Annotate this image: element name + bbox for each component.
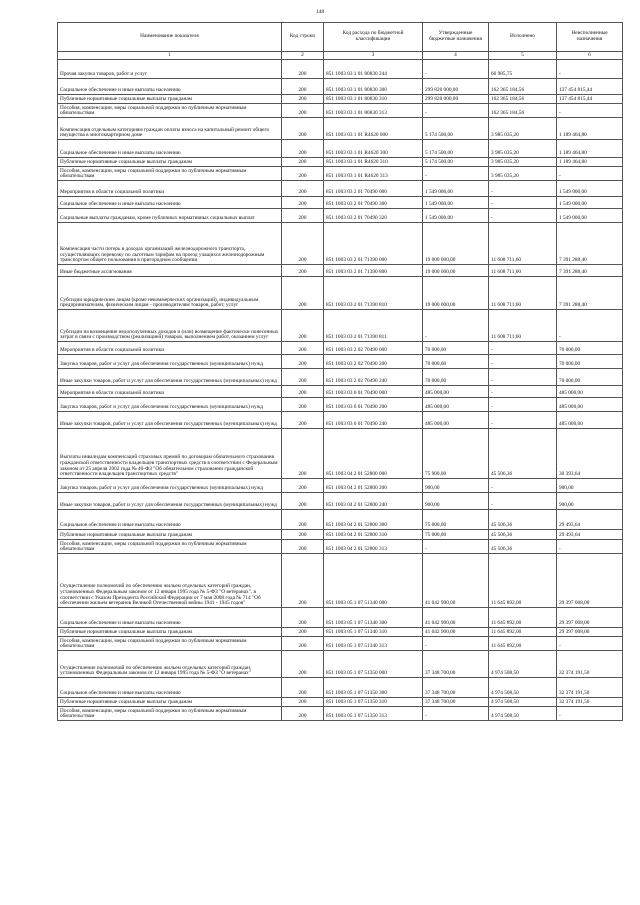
table-row bbox=[58, 493, 623, 510]
indicator-name-cell: Пособия, компенсации, меры социальной поддержки по публичным нормативным обязательствам bbox=[58, 707, 282, 721]
indicator-name-cell: Иные закупки товаров, работ и услуг для обеспечения государственных (муниципальных) нужд bbox=[58, 369, 282, 386]
classification-code-cell: 851 1003 03 1 01 R4620 000 bbox=[324, 118, 423, 140]
classification-code-cell: 851 1003 05 1 07 51350 300 bbox=[324, 678, 423, 698]
classification-code-cell: 851 1003 05 1 07 51350 310 bbox=[324, 698, 423, 707]
indicator-name-cell: Пособия, компенсации, меры социальной поддержки по публичным нормативным обязательствам bbox=[58, 167, 282, 181]
line-code-cell: 200 bbox=[282, 412, 324, 429]
classification-code-cell: 851 1003 03 1 01 80830 300 bbox=[324, 79, 423, 95]
table-row bbox=[58, 628, 623, 637]
table-row bbox=[58, 223, 623, 265]
indicator-name-cell: Иные закупки товаров, работ и услуг для обеспечения государственных (муниципальных) нужд bbox=[58, 412, 282, 429]
indicator-name-cell: Пособия, компенсации, меры социальной поддержки по публичным нормативным обязательствам bbox=[58, 104, 282, 118]
line-code-cell: 200 bbox=[282, 707, 324, 721]
executed-amount-cell: 3 985 035,20 bbox=[489, 140, 557, 158]
approved-amount-cell: - bbox=[423, 104, 489, 118]
unexecuted-amount-cell: 70 000,00 bbox=[557, 342, 623, 355]
table-row bbox=[58, 181, 623, 197]
executed-amount-cell: 3 985 035,20 bbox=[489, 167, 557, 181]
unexecuted-amount-cell: 137 454 815,44 bbox=[557, 79, 623, 95]
classification-code-cell: 851 1003 03 2 01 70490 320 bbox=[324, 209, 423, 223]
executed-amount-cell: - bbox=[489, 355, 557, 369]
executed-amount-cell: - bbox=[489, 369, 557, 386]
approved-amount-cell: 37 348 700,00 bbox=[423, 651, 489, 678]
executed-amount-cell: 45 506,36 bbox=[489, 429, 557, 479]
classification-code-cell: 851 1003 04 2 01 52800 300 bbox=[324, 510, 423, 530]
executed-amount-cell: - bbox=[489, 197, 557, 209]
approved-amount-cell: 19 000 000,00 bbox=[423, 265, 489, 277]
line-code-cell: 200 bbox=[282, 369, 324, 386]
line-code-cell: 200 bbox=[282, 265, 324, 277]
column-number: 5 bbox=[489, 52, 557, 60]
indicator-name-cell: Компенсация части потерь в доходах организаций железнодорожного транспорта, осуществляющих перевозку по льготным тарифам на проезд учащихся железнодорожным транспортом общего пользования в пригородном сообщении bbox=[58, 223, 282, 265]
approved-amount-cell: - bbox=[423, 637, 489, 651]
unexecuted-amount-cell: 70 000,00 bbox=[557, 369, 623, 386]
table-row bbox=[58, 197, 623, 209]
unexecuted-amount-cell: 900,00 bbox=[557, 479, 623, 493]
indicator-name-cell: Социальное обеспечение и иные выплаты населению bbox=[58, 197, 282, 209]
executed-amount-cell: - bbox=[489, 342, 557, 355]
approved-amount-cell: 19 000 000,00 bbox=[423, 223, 489, 265]
executed-amount-cell: - bbox=[489, 412, 557, 429]
executed-amount-cell: 11 608 711,60 bbox=[489, 310, 557, 342]
approved-amount-cell: 5 174 500,00 bbox=[423, 140, 489, 158]
line-code-cell: 200 bbox=[282, 398, 324, 412]
indicator-name-cell: Публичные нормативные социальные выплаты гражданам bbox=[58, 628, 282, 637]
approved-amount-cell: 41 042 900,00 bbox=[423, 554, 489, 608]
executed-amount-cell: 45 506,36 bbox=[489, 540, 557, 554]
classification-code-cell: 851 1003 03 2 01 70490 300 bbox=[324, 197, 423, 209]
header-unexecuted: Неисполненные назначения bbox=[557, 23, 623, 52]
table-row bbox=[58, 707, 623, 721]
executed-amount-cell: 11 645 892,00 bbox=[489, 628, 557, 637]
column-number: 6 bbox=[557, 52, 623, 60]
unexecuted-amount-cell: 1 189 464,80 bbox=[557, 158, 623, 167]
unexecuted-amount-cell: 29 397 008,00 bbox=[557, 608, 623, 628]
classification-code-cell: 851 1003 03 1 01 80830 310 bbox=[324, 95, 423, 104]
indicator-name-cell: Социальное обеспечение и иные выплаты населению bbox=[58, 510, 282, 530]
line-code-cell: 200 bbox=[282, 223, 324, 265]
classification-code-cell: 851 1003 03 2 02 70490 000 bbox=[324, 342, 423, 355]
indicator-name-cell: Социальное обеспечение и иные выплаты населению bbox=[58, 678, 282, 698]
line-code-cell: 200 bbox=[282, 651, 324, 678]
unexecuted-amount-cell: - bbox=[557, 310, 623, 342]
classification-code-cell: 851 1003 04 2 01 52800 000 bbox=[324, 429, 423, 479]
classification-code-cell: 851 1003 05 1 07 51340 300 bbox=[324, 608, 423, 628]
unexecuted-amount-cell: 32 374 191,50 bbox=[557, 698, 623, 707]
classification-code-cell: 851 1003 03 6 01 70490 000 bbox=[324, 386, 423, 398]
line-code-cell: 200 bbox=[282, 310, 324, 342]
classification-code-cell: 851 1003 03 6 01 70490 240 bbox=[324, 412, 423, 429]
unexecuted-amount-cell: 137 454 815,44 bbox=[557, 95, 623, 104]
unexecuted-amount-cell: 1 549 000,00 bbox=[557, 197, 623, 209]
line-code-cell: 200 bbox=[282, 140, 324, 158]
executed-amount-cell: - bbox=[489, 398, 557, 412]
table-row bbox=[58, 310, 623, 342]
unexecuted-amount-cell: 1 189 464,80 bbox=[557, 140, 623, 158]
indicator-name-cell: Пособия, компенсации, меры социальной поддержки по публичным нормативным обязательствам bbox=[58, 540, 282, 554]
classification-code-cell: 851 1003 03 1 01 80830 244 bbox=[324, 60, 423, 79]
classification-code-cell: 851 1003 04 2 01 52800 310 bbox=[324, 530, 423, 540]
executed-amount-cell: 11 608 711,60 bbox=[489, 277, 557, 310]
indicator-name-cell: Закупка товаров, работ и услуг для обеспечения государственных (муниципальных) нужд bbox=[58, 398, 282, 412]
approved-amount-cell: 41 042 900,00 bbox=[423, 628, 489, 637]
line-code-cell: 200 bbox=[282, 554, 324, 608]
executed-amount-cell: 11 608 711,60 bbox=[489, 265, 557, 277]
line-code-cell: 200 bbox=[282, 158, 324, 167]
table-row bbox=[58, 554, 623, 608]
unexecuted-amount-cell: - bbox=[557, 637, 623, 651]
table-row bbox=[58, 118, 623, 140]
approved-amount-cell: 1 549 000,00 bbox=[423, 197, 489, 209]
unexecuted-amount-cell: 7 391 288,40 bbox=[557, 265, 623, 277]
column-number: 3 bbox=[324, 52, 423, 60]
table-row bbox=[58, 510, 623, 530]
line-code-cell: 200 bbox=[282, 104, 324, 118]
approved-amount-cell: 37 348 700,00 bbox=[423, 698, 489, 707]
line-code-cell: 200 bbox=[282, 530, 324, 540]
column-number: 2 bbox=[282, 52, 324, 60]
unexecuted-amount-cell: 7 391 288,40 bbox=[557, 277, 623, 310]
unexecuted-amount-cell: - bbox=[557, 104, 623, 118]
indicator-name-cell: Мероприятия в области социальной политики bbox=[58, 181, 282, 197]
line-code-cell: 200 bbox=[282, 277, 324, 310]
line-code-cell: 200 bbox=[282, 678, 324, 698]
classification-code-cell: 851 1003 03 1 01 R4620 313 bbox=[324, 167, 423, 181]
classification-code-cell: 851 1003 05 1 07 51340 000 bbox=[324, 554, 423, 608]
executed-amount-cell: 162 365 184,56 bbox=[489, 95, 557, 104]
line-code-cell: 200 bbox=[282, 342, 324, 355]
table-row bbox=[58, 355, 623, 369]
executed-amount-cell: 162 365 184,56 bbox=[489, 104, 557, 118]
line-code-cell: 200 bbox=[282, 540, 324, 554]
approved-amount-cell: 75 900,00 bbox=[423, 429, 489, 479]
table-row bbox=[58, 369, 623, 386]
classification-code-cell: 851 1003 03 1 01 R4620 310 bbox=[324, 158, 423, 167]
executed-amount-cell: 11 645 892,00 bbox=[489, 554, 557, 608]
table-row bbox=[58, 342, 623, 355]
approved-amount-cell: 485 000,00 bbox=[423, 386, 489, 398]
approved-amount-cell: 900,00 bbox=[423, 479, 489, 493]
line-code-cell: 200 bbox=[282, 479, 324, 493]
unexecuted-amount-cell: 29 397 008,00 bbox=[557, 628, 623, 637]
approved-amount-cell: 75 000,00 bbox=[423, 530, 489, 540]
executed-amount-cell: 4 974 508,50 bbox=[489, 678, 557, 698]
table-row bbox=[58, 651, 623, 678]
classification-code-cell: 851 1003 03 2 01 70490 000 bbox=[324, 181, 423, 197]
executed-amount-cell: 4 974 508,50 bbox=[489, 707, 557, 721]
indicator-name-cell: Социальные выплаты гражданам, кроме публичных нормативных социальных выплат bbox=[58, 209, 282, 223]
approved-amount-cell: 5 174 500,00 bbox=[423, 118, 489, 140]
line-code-cell: 200 bbox=[282, 181, 324, 197]
indicator-name-cell: Публичные нормативные социальные выплаты гражданам bbox=[58, 95, 282, 104]
table-row bbox=[58, 608, 623, 628]
line-code-cell: 200 bbox=[282, 637, 324, 651]
table-row bbox=[58, 104, 623, 118]
classification-code-cell: 851 1003 05 1 07 51350 000 bbox=[324, 651, 423, 678]
unexecuted-amount-cell: 29 493,64 bbox=[557, 510, 623, 530]
approved-amount-cell: 5 174 500,00 bbox=[423, 158, 489, 167]
indicator-name-cell: Иные бюджетные ассигнования bbox=[58, 265, 282, 277]
approved-amount-cell: 900,00 bbox=[423, 493, 489, 510]
table-row bbox=[58, 265, 623, 277]
unexecuted-amount-cell: 900,00 bbox=[557, 493, 623, 510]
classification-code-cell: 851 1003 05 1 07 51340 310 bbox=[324, 628, 423, 637]
indicator-name-cell: Субсидии на возмещение недополученных доходов и (или) возмещение фактически понесенных затрат в связи с производством (реализацией) товаров, выполнением работ, оказанием услуг bbox=[58, 310, 282, 342]
indicator-name-cell: Компенсация отдельным категориям граждан оплаты взноса на капитальный ремонт общего имущества в многоквартирном доме bbox=[58, 118, 282, 140]
table-header-row bbox=[58, 23, 623, 52]
classification-code-cell: 851 1003 03 2 01 71390 800 bbox=[324, 265, 423, 277]
table-row bbox=[58, 530, 623, 540]
approved-amount-cell: - bbox=[423, 60, 489, 79]
approved-amount-cell: 37 348 700,00 bbox=[423, 678, 489, 698]
unexecuted-amount-cell: 1 549 000,00 bbox=[557, 181, 623, 197]
classification-code-cell: 851 1003 03 2 01 71390 810 bbox=[324, 277, 423, 310]
executed-amount-cell: 45 506,36 bbox=[489, 510, 557, 530]
table-row bbox=[58, 540, 623, 554]
column-number-row bbox=[58, 52, 623, 60]
indicator-name-cell: Социальное обеспечение и иные выплаты населению bbox=[58, 140, 282, 158]
indicator-name-cell: Социальное обеспечение и иные выплаты населению bbox=[58, 608, 282, 628]
line-code-cell: 200 bbox=[282, 118, 324, 140]
executed-amount-cell: 4 974 508,50 bbox=[489, 651, 557, 678]
unexecuted-amount-cell: 485 000,00 bbox=[557, 398, 623, 412]
line-code-cell: 200 bbox=[282, 386, 324, 398]
line-code-cell: 200 bbox=[282, 209, 324, 223]
line-code-cell: 200 bbox=[282, 60, 324, 79]
unexecuted-amount-cell: 30 393,64 bbox=[557, 429, 623, 479]
executed-amount-cell: - bbox=[489, 386, 557, 398]
table-row bbox=[58, 209, 623, 223]
line-code-cell: 200 bbox=[282, 79, 324, 95]
unexecuted-amount-cell: 7 391 288,40 bbox=[557, 223, 623, 265]
line-code-cell: 200 bbox=[282, 429, 324, 479]
line-code-cell: 200 bbox=[282, 355, 324, 369]
indicator-name-cell: Публичные нормативные социальные выплаты гражданам bbox=[58, 530, 282, 540]
executed-amount-cell: 66 985,75 bbox=[489, 60, 557, 79]
table-row bbox=[58, 95, 623, 104]
executed-amount-cell: 3 985 035,20 bbox=[489, 118, 557, 140]
unexecuted-amount-cell: - bbox=[557, 707, 623, 721]
approved-amount-cell: 485 000,00 bbox=[423, 398, 489, 412]
indicator-name-cell: Мероприятия в области социальной политики bbox=[58, 342, 282, 355]
line-code-cell: 200 bbox=[282, 608, 324, 628]
header-line-code: Код строки bbox=[282, 23, 324, 52]
executed-amount-cell: - bbox=[489, 209, 557, 223]
approved-amount-cell: - bbox=[423, 540, 489, 554]
classification-code-cell: 851 1003 03 1 01 R4620 300 bbox=[324, 140, 423, 158]
table-row bbox=[58, 140, 623, 158]
indicator-name-cell: Закупка товаров, работ и услуг для обеспечения государственных (муниципальных) нужд bbox=[58, 479, 282, 493]
column-number: 4 bbox=[423, 52, 489, 60]
classification-code-cell: 851 1003 03 2 02 70490 200 bbox=[324, 355, 423, 369]
executed-amount-cell: - bbox=[489, 479, 557, 493]
executed-amount-cell: 3 985 035,20 bbox=[489, 158, 557, 167]
approved-amount-cell: - bbox=[423, 167, 489, 181]
unexecuted-amount-cell: 32 374 191,50 bbox=[557, 651, 623, 678]
approved-amount-cell: 70 000,00 bbox=[423, 369, 489, 386]
table-row bbox=[58, 60, 623, 79]
table-row bbox=[58, 79, 623, 95]
table-row bbox=[58, 678, 623, 698]
executed-amount-cell: - bbox=[489, 493, 557, 510]
table-row bbox=[58, 637, 623, 651]
approved-amount-cell: 1 549 000,00 bbox=[423, 181, 489, 197]
unexecuted-amount-cell: 29 493,64 bbox=[557, 530, 623, 540]
line-code-cell: 200 bbox=[282, 167, 324, 181]
unexecuted-amount-cell: 1 549 000,00 bbox=[557, 209, 623, 223]
table-row bbox=[58, 698, 623, 707]
classification-code-cell: 851 1003 03 2 01 71390 000 bbox=[324, 223, 423, 265]
executed-amount-cell: 4 974 508,50 bbox=[489, 698, 557, 707]
classification-code-cell: 851 1003 03 2 02 70490 240 bbox=[324, 369, 423, 386]
header-approved: Утвержденные бюджетные назначения bbox=[423, 23, 489, 52]
line-code-cell: 200 bbox=[282, 510, 324, 530]
approved-amount-cell: 41 042 900,00 bbox=[423, 608, 489, 628]
line-code-cell: 200 bbox=[282, 197, 324, 209]
indicator-name-cell: Социальное обеспечение и иные выплаты населению bbox=[58, 79, 282, 95]
executed-amount-cell: 162 365 184,56 bbox=[489, 79, 557, 95]
approved-amount-cell: 1 549 000,00 bbox=[423, 209, 489, 223]
indicator-name-cell: Субсидии юридическим лицам (кроме некоммерческих организаций), индивидуальным предпринимателям, физическим лицам - производителям товаров, работ, услуг bbox=[58, 277, 282, 310]
unexecuted-amount-cell: 29 397 008,00 bbox=[557, 554, 623, 608]
header-indicator-name: Наименование показателя bbox=[58, 23, 282, 52]
table-body bbox=[58, 60, 623, 721]
indicator-name-cell: Публичные нормативные социальные выплаты гражданам bbox=[58, 158, 282, 167]
approved-amount-cell: 299 820 000,00 bbox=[423, 79, 489, 95]
approved-amount-cell: 75 000,00 bbox=[423, 510, 489, 530]
line-code-cell: 200 bbox=[282, 698, 324, 707]
table-row bbox=[58, 167, 623, 181]
classification-code-cell: 851 1003 03 6 01 70490 200 bbox=[324, 398, 423, 412]
classification-code-cell: 851 1003 04 2 01 52800 240 bbox=[324, 493, 423, 510]
unexecuted-amount-cell: 485 000,00 bbox=[557, 386, 623, 398]
indicator-name-cell: Иные закупки товаров, работ и услуг для обеспечения государственных (муниципальных) нужд bbox=[58, 493, 282, 510]
budget-execution-table bbox=[57, 22, 623, 721]
unexecuted-amount-cell: - bbox=[557, 167, 623, 181]
indicator-name-cell: Мероприятия в области социальной политики bbox=[58, 386, 282, 398]
classification-code-cell: 851 1003 05 1 07 51350 313 bbox=[324, 707, 423, 721]
approved-amount-cell: 485 000,00 bbox=[423, 412, 489, 429]
executed-amount-cell: 11 645 892,00 bbox=[489, 637, 557, 651]
unexecuted-amount-cell: 70 000,00 bbox=[557, 355, 623, 369]
unexecuted-amount-cell: 485 000,00 bbox=[557, 412, 623, 429]
approved-amount-cell: - bbox=[423, 310, 489, 342]
unexecuted-amount-cell: 1 189 464,80 bbox=[557, 118, 623, 140]
line-code-cell: 200 bbox=[282, 95, 324, 104]
classification-code-cell: 851 1003 04 2 01 52800 313 bbox=[324, 540, 423, 554]
indicator-name-cell: Пособия, компенсации, меры социальной поддержки по публичным нормативным обязательствам bbox=[58, 637, 282, 651]
indicator-name-cell: Осуществление полномочий по обеспечению жильем отдельных категорий граждан, установленных Федеральным законом от 12 января 1995 года № 5-ФЗ "О ветеранах", в соответствии с Указом Президента Российской Федерации от 7 мая 2008 года № 714 "Об обеспечении жильем ветеранов Великой Отечественной войны 1941 - 1945 годов" bbox=[58, 554, 282, 608]
approved-amount-cell: - bbox=[423, 707, 489, 721]
executed-amount-cell: - bbox=[489, 181, 557, 197]
unexecuted-amount-cell: - bbox=[557, 540, 623, 554]
table-row bbox=[58, 158, 623, 167]
table-row bbox=[58, 386, 623, 398]
indicator-name-cell: Выплаты инвалидам компенсаций страховых премий по договорам обязательного страхования гражданской ответственности владельцев транспортных средств в соответствии с Федеральным законом от 25 апреля 2002 года № 40-ФЗ "Об обязательном страховании гражданской ответственности владельцев транспортных средств" bbox=[58, 429, 282, 479]
page-number: 148 bbox=[315, 9, 325, 15]
table-row bbox=[58, 412, 623, 429]
indicator-name-cell: Прочая закупка товаров, работ и услуг bbox=[58, 60, 282, 79]
table-row bbox=[58, 429, 623, 479]
executed-amount-cell: 45 506,36 bbox=[489, 530, 557, 540]
table-row bbox=[58, 479, 623, 493]
line-code-cell: 200 bbox=[282, 493, 324, 510]
approved-amount-cell: 70 000,00 bbox=[423, 342, 489, 355]
unexecuted-amount-cell: 32 374 191,50 bbox=[557, 678, 623, 698]
table-row bbox=[58, 398, 623, 412]
line-code-cell: 200 bbox=[282, 628, 324, 637]
unexecuted-amount-cell: - bbox=[557, 60, 623, 79]
table-row bbox=[58, 277, 623, 310]
indicator-name-cell: Осуществление полномочий по обеспечению жильем отдельных категорий граждан, установленных Федеральным законом от 12 января 1995 года № 5-ФЗ "О ветеранах" bbox=[58, 651, 282, 678]
classification-code-cell: 851 1003 03 2 01 71390 811 bbox=[324, 310, 423, 342]
executed-amount-cell: 11 608 711,60 bbox=[489, 223, 557, 265]
column-number: 1 bbox=[58, 52, 282, 60]
indicator-name-cell: Публичные нормативные социальные выплаты гражданам bbox=[58, 698, 282, 707]
executed-amount-cell: 11 645 892,00 bbox=[489, 608, 557, 628]
approved-amount-cell: 19 000 000,00 bbox=[423, 277, 489, 310]
classification-code-cell: 851 1003 04 2 01 52800 200 bbox=[324, 479, 423, 493]
approved-amount-cell: 70 000,00 bbox=[423, 355, 489, 369]
header-budget-classification: Код расхода по бюджетной классификации bbox=[324, 23, 423, 52]
approved-amount-cell: 299 820 000,00 bbox=[423, 95, 489, 104]
classification-code-cell: 851 1003 05 1 07 51340 313 bbox=[324, 637, 423, 651]
header-executed: Исполнено bbox=[489, 23, 557, 52]
indicator-name-cell: Закупка товаров, работ и услуг для обеспечения государственных (муниципальных) нужд bbox=[58, 355, 282, 369]
classification-code-cell: 851 1003 03 1 01 80830 313 bbox=[324, 104, 423, 118]
